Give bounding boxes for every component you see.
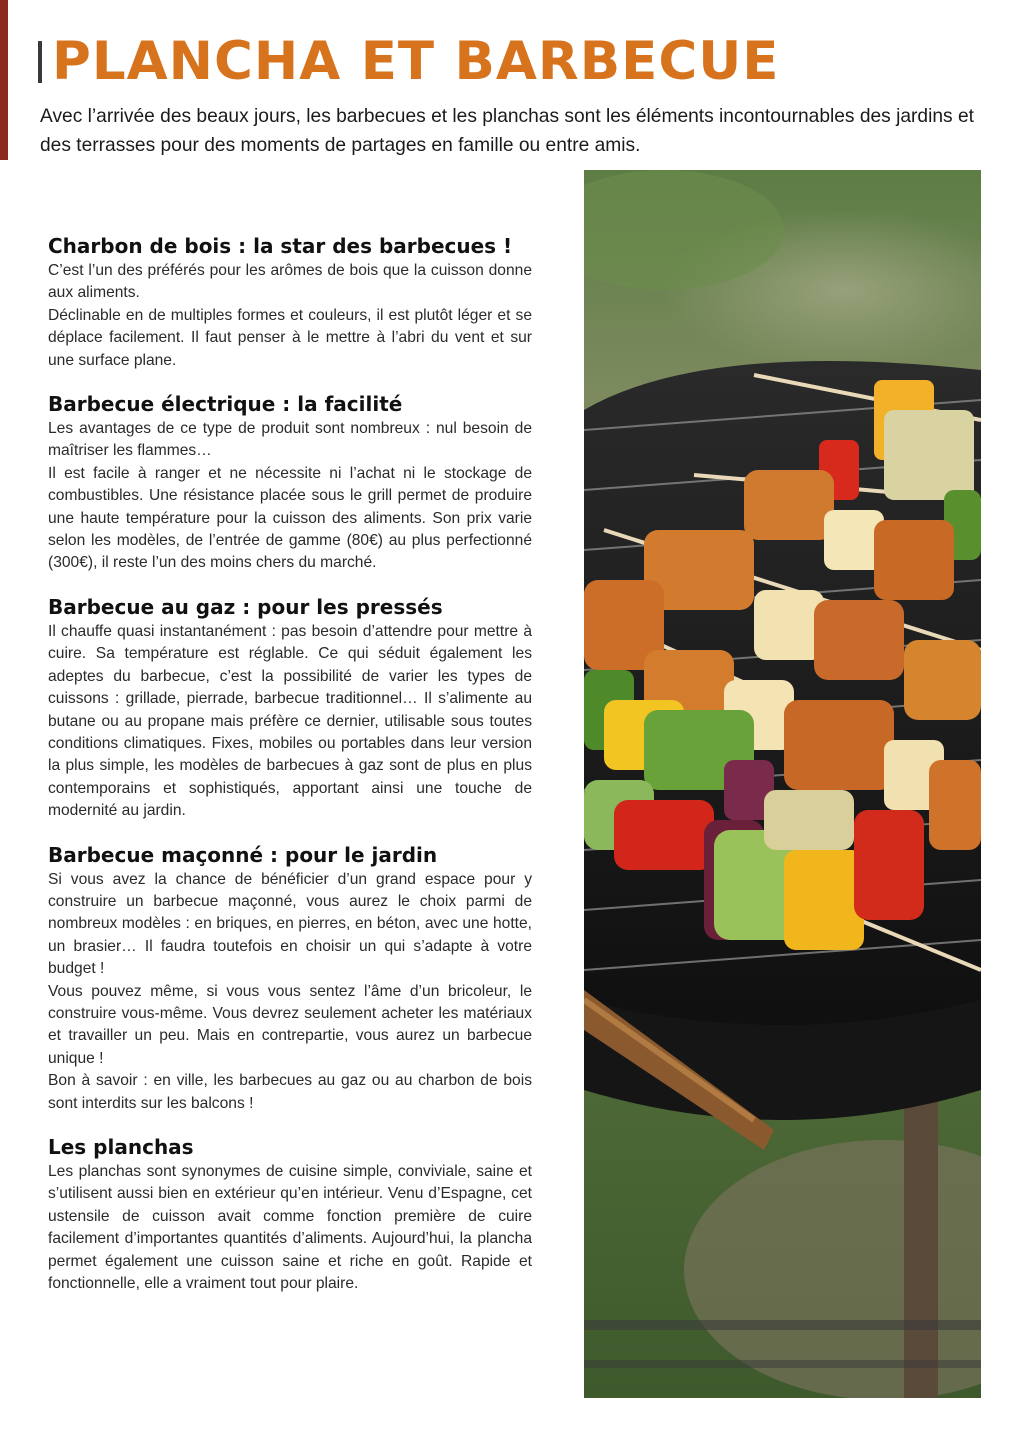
section-heading: Barbecue électrique : la facilité [48,392,403,417]
section-heading: Les planchas [48,1135,194,1159]
section-paragraph: Il chauffe quasi instantanément : pas besoin d’attendre pour mettre à cuire. Sa température est réglable. Ce qui séduit également les adeptes du barbecue, c’est la possibilité de varier les types de cuissons : grillade, pierrade, barbecue traditionnel… Il s’alimente au butane ou au propane mais préfère ce dernier, utilisable sous toutes conditions climatiques. Fixes, mobiles ou portables dans leur version la plus simple, les modèles de barbecues à gaz sont de plus en plus contemporains et sophistiqués, apportant ainsi une touche de modernité au jardin. [48,622,532,820]
section-paragraph: Les planchas sont synonymes de cuisine simple, conviviale, saine et s’utilisent aussi bien en extérieur qu’en intérieur. Venu d’Espagne, cet ustensile de cuisson avait comme fonction première de cuire facilement d’importantes quantités d’aliments. Aujourd’hui, la plancha permet également une cuisson saine et riche en goût. Rapide et fonctionnelle, elle a vraiment tout pour plaire. [48,1163,532,1293]
section-paragraph: Vous pouvez même, si vous vous sentez l’âme d’un bricoleur, le construire vous-même. Vous devrez seulement acheter les matériaux et travailler un peu. Mais en contrepartie, vous aurez un barbecue unique ! [48,982,532,1067]
section-gaz [48,593,532,823]
section-paragraph: Déclinable en de multiples formes et couleurs, il est plutôt léger et se déplace facilement. Il faut penser à le mettre à l’abri du vent et sur une surface plane. [48,306,532,369]
section-paragraph: Les avantages de ce type de produit sont nombreux : nul besoin de maîtriser les flammes… [48,420,532,460]
intro-paragraph: Avec l’arrivée des beaux jours, les barbecues et les planchas sont les éléments incontournables des jardins et des terrasses pour des moments de partages en famille ou entre amis. [40,106,974,156]
section-heading: Barbecue maçonné : pour le jardin [48,842,438,867]
article-column [48,232,532,1313]
page-edge-bar [0,0,8,160]
section-charbon [48,232,532,372]
section-paragraph: Si vous avez la chance de bénéficier d’un grand espace pour y construire un barbecue maçonné, vous aurez le choix parmi de nombreux modèles : en briques, en pierres, en béton, avec une hotte, un brasier… Il faudra toutefois en choisir un qui s’adapte à votre budget ! [48,870,532,978]
section-electrique [48,390,532,575]
title-row [38,30,780,94]
page-title: PLANCHA ET BARBECUE [52,31,780,92]
section-paragraph: C’est l’un des préférés pour les arômes de bois que la cuisson donne aux aliments. [48,262,532,302]
section-heading: Charbon de bois : la star des barbecues ! [48,234,513,258]
section-paragraph: Il est facile à ranger et ne nécessite ni l’achat ni le stockage de combustibles. Une résistance placée sous le grill permet de produire une haute température pour la cuisson des aliments. Son prix varie selon les modèles, de l’entrée de gamme (80€) au plus perfectionné (300€), il reste l’un des moins chers du marché. [48,464,532,572]
section-heading: Barbecue au gaz : pour les pressés [48,594,443,619]
barbecue-photo-illustration [584,170,981,1398]
barbecue-skewers-photo [584,170,981,1398]
section-paragraph: Bon à savoir : en ville, les barbecues au gaz ou au charbon de bois sont interdits sur les balcons ! [48,1072,532,1112]
section-maconne [48,841,532,1115]
section-planchas [48,1133,532,1295]
title-tick [38,41,42,83]
